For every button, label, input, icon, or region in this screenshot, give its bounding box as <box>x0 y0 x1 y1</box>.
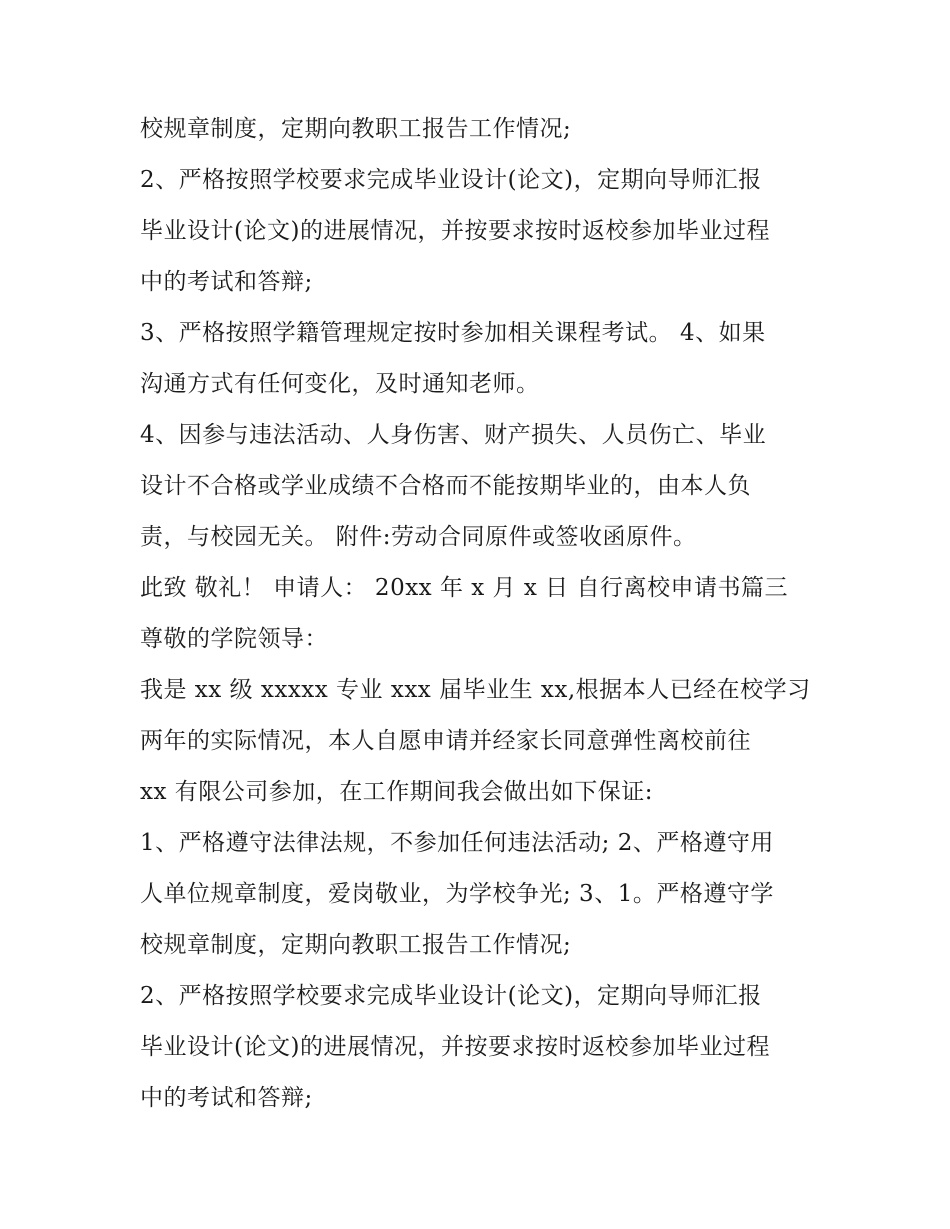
text-line: 3、严格按照学籍管理规定按时参加相关课程考试。 4、如果 <box>140 320 766 346</box>
text-line: 4、因参与违法活动、人身伤害、财产损失、人员伤亡、毕业 <box>140 422 767 448</box>
text-line: 我是 xx 级 xxxxx 专业 xxx 届毕业生 xx,根据本人已经在校学习 <box>140 677 811 703</box>
text-line: 沟通方式有任何变化，及时通知老师。 <box>140 371 540 397</box>
text-line: 2、严格按照学校要求完成毕业设计(论文)，定期向导师汇报 <box>140 167 762 193</box>
text-line: 两年的实际情况，本人自愿申请并经家长同意弹性离校前往 <box>140 728 751 754</box>
text-line: 2、严格按照学校要求完成毕业设计(论文)，定期向导师汇报 <box>140 983 762 1009</box>
text-line: 责，与校园无关。 附件:劳动合同原件或签收函原件。 <box>140 524 697 550</box>
text-line: 设计不合格或学业成绩不合格而不能按期毕业的，由本人负 <box>140 473 751 499</box>
text-line: 校规章制度，定期向教职工报告工作情况; <box>140 116 572 142</box>
text-line: xx 有限公司参加，在工作期间我会做出如下保证: <box>140 779 654 805</box>
text-line: 毕业设计(论文)的进展情况，并按要求按时返校参加毕业过程 <box>140 1034 770 1060</box>
text-line: 人单位规章制度，爱岗敬业，为学校争光; 3、1。严格遵守学 <box>140 881 774 907</box>
document-body <box>140 104 820 1124</box>
text-line: 中的考试和答辩; <box>140 269 313 295</box>
text-line: 中的考试和答辩; <box>140 1085 313 1111</box>
text-line: 此致 敬礼！ 申请人： 20xx 年 x 月 x 日 自行离校申请书篇三 <box>140 575 788 601</box>
text-line: 毕业设计(论文)的进展情况，并按要求按时返校参加毕业过程 <box>140 218 770 244</box>
text-line: 校规章制度，定期向教职工报告工作情况; <box>140 932 572 958</box>
text-line: 1、严格遵守法律法规，不参加任何违法活动; 2、严格遵守用 <box>140 830 774 856</box>
text-line: 尊敬的学院领导： <box>140 626 328 652</box>
